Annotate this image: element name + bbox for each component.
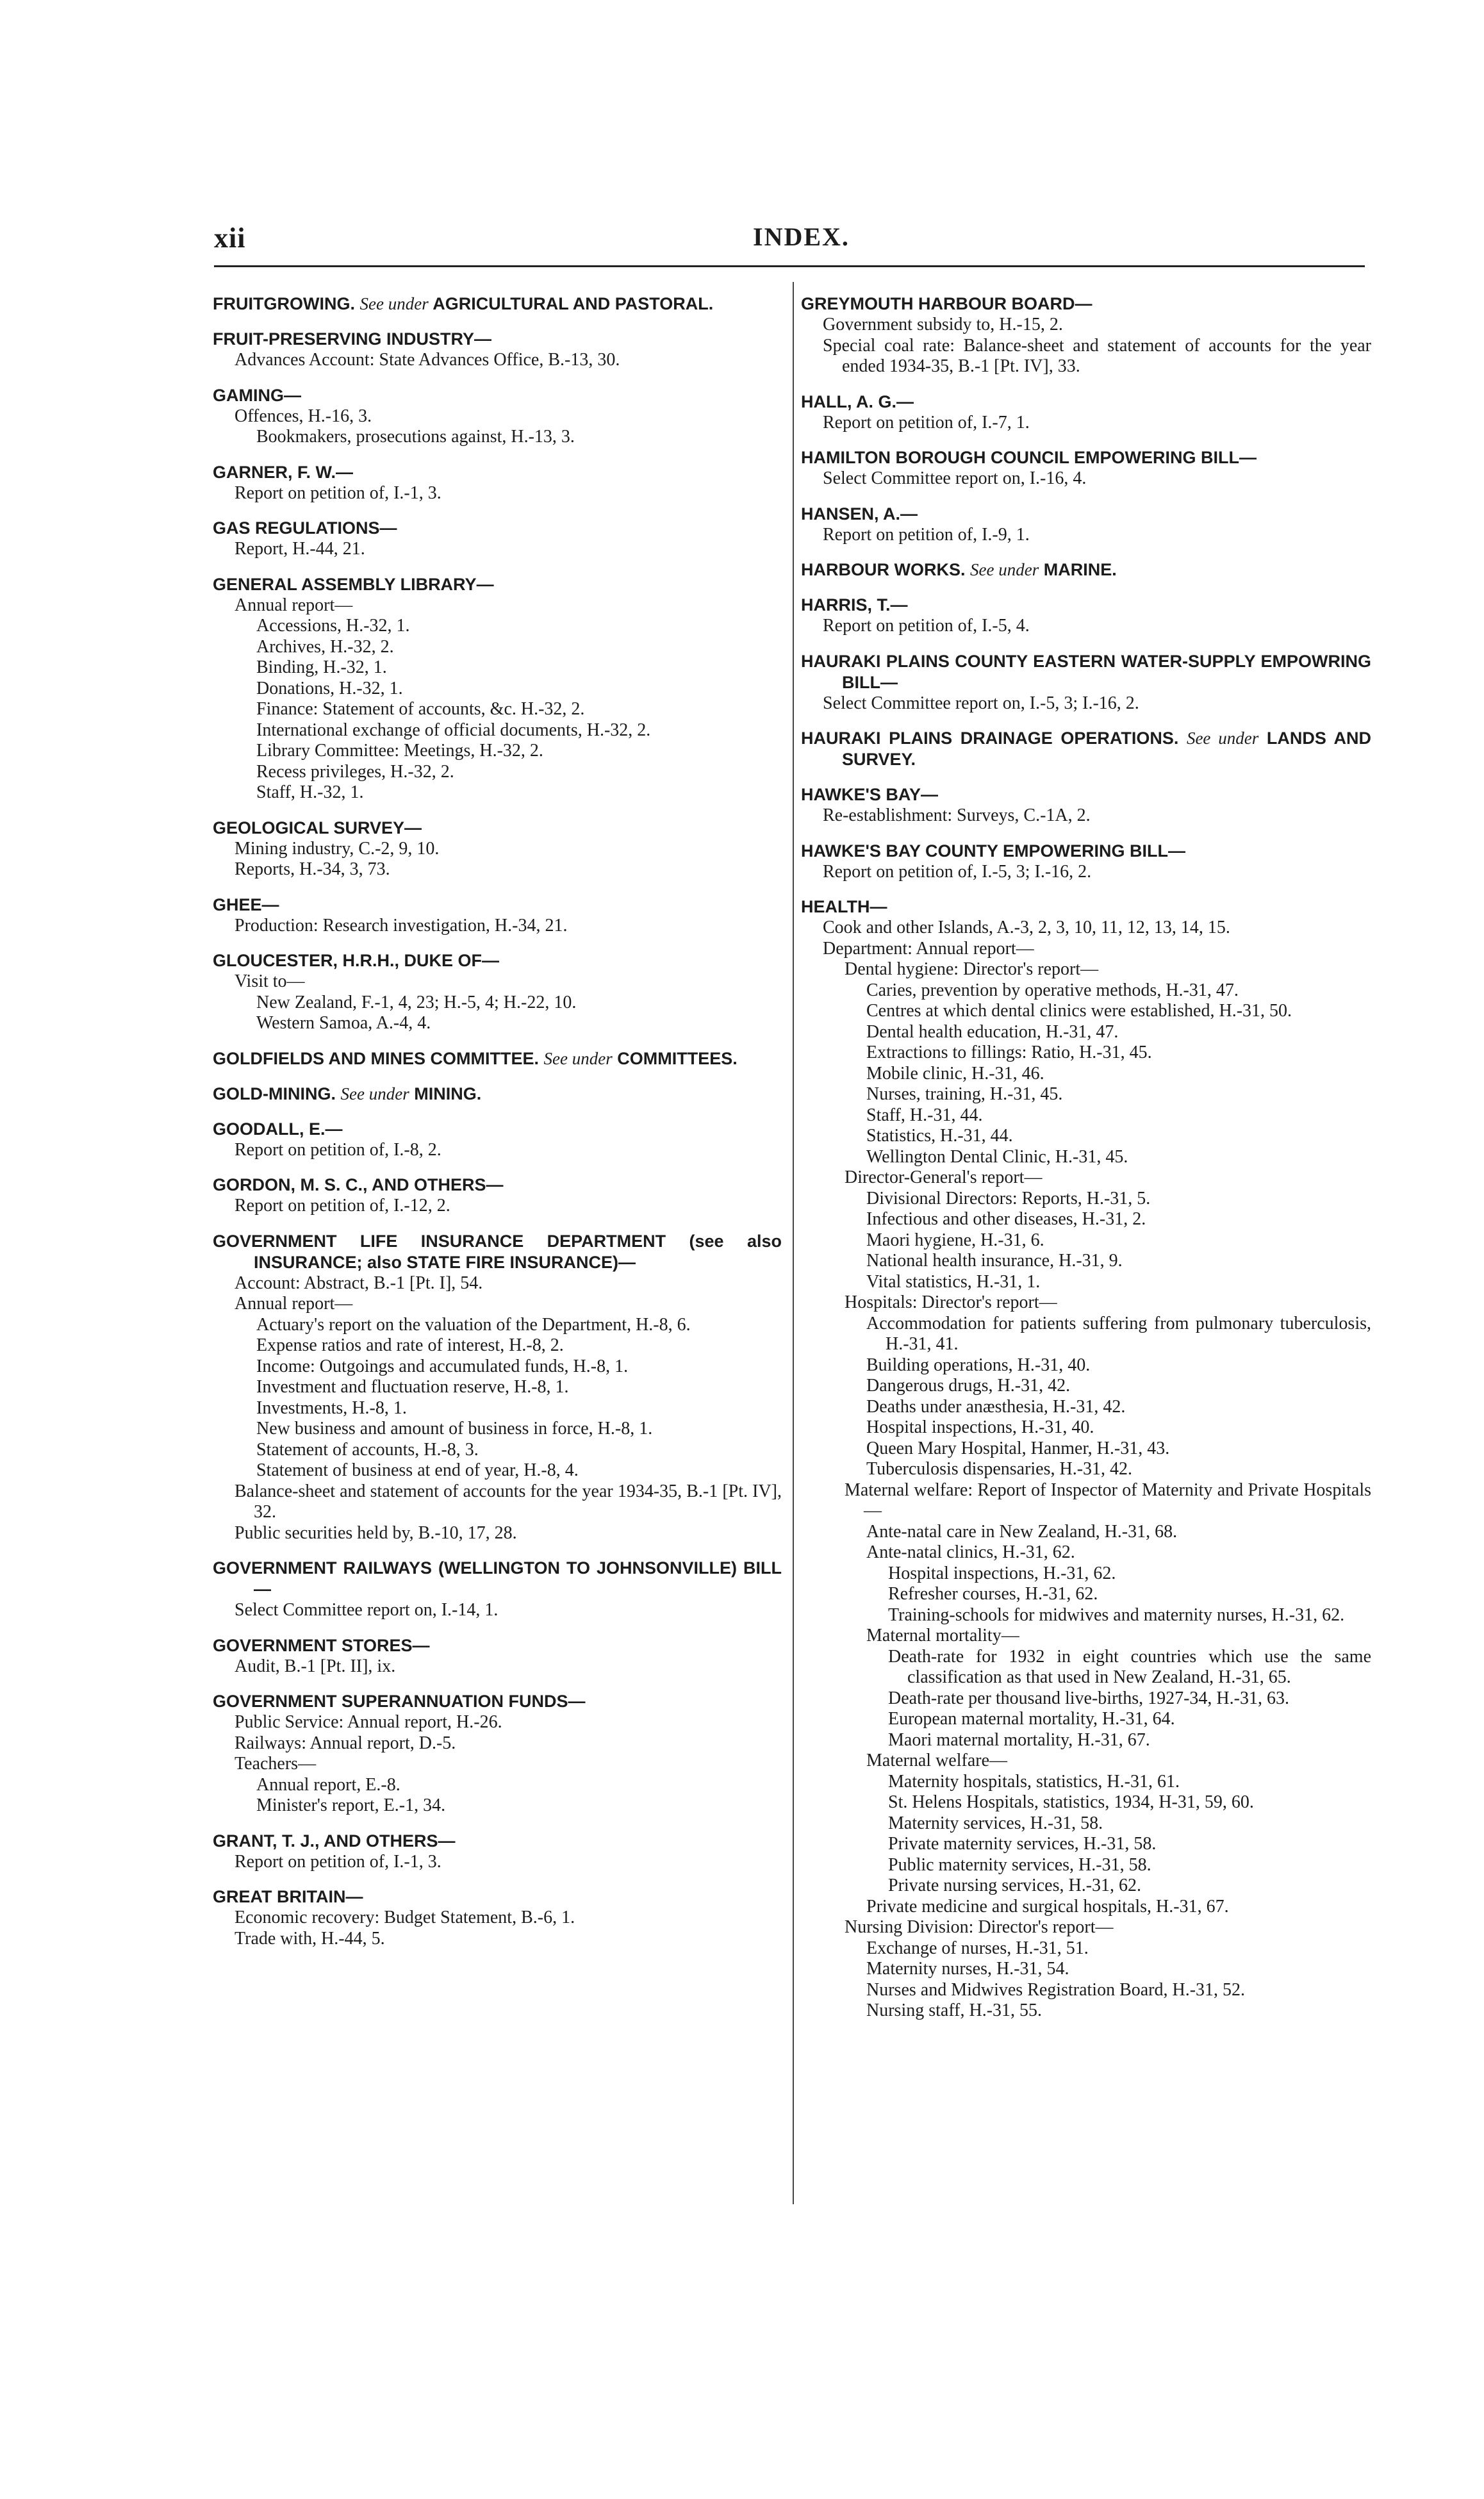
index-entry bbox=[213, 1084, 782, 1105]
index-subentry: Actuary's report on the valuation of the Department, H.-8, 6. bbox=[256, 1314, 691, 1335]
index-entry bbox=[801, 784, 1371, 827]
heading-text: GOVERNMENT SUPERANNUATION FUNDS— bbox=[213, 1692, 586, 1711]
entry-heading bbox=[213, 1119, 782, 1140]
index-subentry: Ante-natal clinics, H.-31, 62. bbox=[866, 1542, 1075, 1562]
entry-heading bbox=[213, 1048, 782, 1069]
heading-text: HAWKE'S BAY— bbox=[801, 785, 938, 804]
index-subentry: Statement of business at end of year, H.-8, 4. bbox=[256, 1460, 579, 1480]
index-entry bbox=[213, 462, 782, 504]
index-subentry: Deaths under anæsthesia, H.-31, 42. bbox=[866, 1396, 1126, 1417]
heading-text: HAMILTON BOROUGH COUNCIL EMPOWERING BILL— bbox=[801, 448, 1257, 467]
index-subentry: Reports, H.-34, 3, 73. bbox=[235, 859, 390, 879]
index-subentry: Centres at which dental clinics were established, H.-31, 50. bbox=[866, 1001, 1292, 1021]
index-subentry: Ante-natal care in New Zealand, H.-31, 68. bbox=[866, 1521, 1178, 1542]
see-target: LANDS AND SURVEY. bbox=[842, 729, 1371, 769]
heading-text: GARNER, F. W.— bbox=[213, 462, 354, 482]
index-subentry: Refresher courses, H.-31, 62. bbox=[888, 1584, 1098, 1604]
entry-heading bbox=[801, 504, 1371, 525]
see-target: MINING. bbox=[414, 1084, 482, 1103]
heading-text: HARRIS, T.— bbox=[801, 595, 908, 614]
index-subentry: Teachers— bbox=[235, 1754, 317, 1774]
index-subentry: Staff, H.-32, 1. bbox=[256, 782, 364, 802]
index-column-left bbox=[213, 293, 782, 1963]
index-entry bbox=[213, 329, 782, 371]
index-subentry: Select Committee report on, I.-16, 4. bbox=[823, 468, 1087, 488]
index-subentry: Divisional Directors: Reports, H.-31, 5. bbox=[866, 1188, 1151, 1208]
entry-heading bbox=[801, 595, 1371, 616]
heading-text: GENERAL ASSEMBLY LIBRARY— bbox=[213, 574, 494, 594]
index-subentry: Caries, prevention by operative methods, H.-31, 47. bbox=[866, 980, 1239, 1000]
index-subentry: Re-establishment: Surveys, C.-1A, 2. bbox=[823, 805, 1091, 825]
heading-text: HARBOUR WORKS. bbox=[801, 560, 966, 579]
index-subentry: Death-rate for 1932 in eight countries which use the same classification as that used in New Zealand, H.-31, 65. bbox=[888, 1646, 1371, 1687]
index-subentry: Investment and fluctuation reserve, H.-8, 1. bbox=[256, 1377, 569, 1397]
index-subentry: Training-schools for midwives and maternity nurses, H.-31, 62. bbox=[888, 1604, 1345, 1625]
index-subentry: Public maternity services, H.-31, 58. bbox=[888, 1854, 1151, 1875]
see-target: MARINE. bbox=[1043, 560, 1117, 579]
index-subentry: Annual report— bbox=[235, 1294, 353, 1314]
index-entry bbox=[801, 595, 1371, 637]
page-title: INDEX. bbox=[753, 222, 850, 251]
index-entry bbox=[213, 385, 782, 448]
page-number: xii bbox=[214, 222, 246, 254]
entry-heading bbox=[213, 1635, 782, 1656]
entry-heading bbox=[801, 392, 1371, 413]
index-subentry: Special coal rate: Balance-sheet and statement of accounts for the year ended 1934-35, B.-1 [Pt. IV], 33. bbox=[823, 335, 1371, 376]
index-subentry: International exchange of official documents, H.-32, 2. bbox=[256, 720, 651, 740]
index-subentry: Account: Abstract, B.-1 [Pt. I], 54. bbox=[235, 1273, 483, 1293]
heading-text: HALL, A. G.— bbox=[801, 392, 914, 411]
index-subentry: Maternity hospitals, statistics, H.-31, 61. bbox=[888, 1771, 1180, 1792]
heading-text: GORDON, M. S. C., AND OTHERS— bbox=[213, 1175, 504, 1194]
index-subentry: Public Service: Annual report, H.-26. bbox=[235, 1712, 502, 1732]
index-subentry: New Zealand, F.-1, 4, 23; H.-5, 4; H.-22, 10. bbox=[256, 992, 577, 1012]
index-entry bbox=[213, 818, 782, 880]
index-subentry: Hospitals: Director's report— bbox=[845, 1292, 1057, 1312]
index-subentry: Report on petition of, I.-1, 3. bbox=[235, 482, 441, 503]
see-target: COMMITTEES. bbox=[617, 1048, 738, 1068]
index-subentry: Maternal welfare— bbox=[866, 1751, 1007, 1770]
index-subentry: Annual report, E.-8. bbox=[256, 1774, 400, 1795]
heading-text: GREAT BRITAIN— bbox=[213, 1887, 363, 1906]
index-subentry: Hospital inspections, H.-31, 62. bbox=[888, 1563, 1116, 1583]
index-subentry: Archives, H.-32, 2. bbox=[256, 636, 394, 657]
heading-text: GREYMOUTH HARBOUR BOARD— bbox=[801, 294, 1092, 313]
index-entry bbox=[213, 1831, 782, 1873]
index-entry bbox=[213, 574, 782, 804]
index-subentry: Recess privileges, H.-32, 2. bbox=[256, 761, 454, 782]
index-subentry: Bookmakers, prosecutions against, H.-13, 3. bbox=[256, 427, 575, 447]
index-entry bbox=[213, 1691, 782, 1817]
entry-heading bbox=[213, 818, 782, 839]
index-entry bbox=[213, 518, 782, 560]
entry-heading bbox=[213, 518, 782, 539]
index-subentry: Dental hygiene: Director's report— bbox=[845, 959, 1099, 979]
index-subentry: Statement of accounts, H.-8, 3. bbox=[256, 1439, 479, 1460]
index-subentry: Tuberculosis dispensaries, H.-31, 42. bbox=[866, 1459, 1133, 1479]
index-subentry: Private medicine and surgical hospitals, H.-31, 67. bbox=[866, 1896, 1229, 1917]
index-subentry: Building operations, H.-31, 40. bbox=[866, 1355, 1091, 1375]
index-subentry: Trade with, H.-44, 5. bbox=[235, 1928, 385, 1949]
index-subentry: Director-General's report— bbox=[845, 1167, 1043, 1187]
header-rule bbox=[214, 265, 1365, 267]
index-subentry: Western Samoa, A.-4, 4. bbox=[256, 1013, 431, 1033]
index-entry bbox=[801, 841, 1371, 883]
index-subentry: Public securities held by, B.-10, 17, 28. bbox=[235, 1522, 517, 1543]
index-subentry: Maternity nurses, H.-31, 54. bbox=[866, 1959, 1069, 1979]
heading-text: GRANT, T. J., AND OTHERS— bbox=[213, 1831, 456, 1851]
index-entry bbox=[213, 1886, 782, 1949]
index-entry bbox=[213, 895, 782, 937]
index-subentry: Balance-sheet and statement of accounts for the year 1934-35, B.-1 [Pt. IV], 32. bbox=[235, 1481, 782, 1522]
heading-text: GAMING— bbox=[213, 385, 301, 405]
index-subentry: Offences, H.-16, 3. bbox=[235, 406, 372, 426]
entry-heading bbox=[801, 293, 1371, 315]
heading-text: GOVERNMENT STORES— bbox=[213, 1635, 430, 1655]
index-subentry: Audit, B.-1 [Pt. II], ix. bbox=[235, 1656, 396, 1676]
index-subentry: Report on petition of, I.-8, 2. bbox=[235, 1139, 441, 1160]
index-subentry: Railways: Annual report, D.-5. bbox=[235, 1733, 456, 1753]
index-subentry: Wellington Dental Clinic, H.-31, 45. bbox=[866, 1146, 1128, 1167]
entry-heading bbox=[801, 841, 1371, 862]
index-entry bbox=[213, 293, 782, 315]
index-subentry: Visit to— bbox=[235, 971, 305, 991]
index-subentry: Exchange of nurses, H.-31, 51. bbox=[866, 1938, 1089, 1958]
index-subentry: Nurses and Midwives Registration Board, H.-31, 52. bbox=[866, 1979, 1246, 2000]
index-subentry: Mobile clinic, H.-31, 46. bbox=[866, 1063, 1044, 1084]
entry-heading bbox=[213, 1231, 782, 1273]
entry-heading bbox=[213, 1886, 782, 1908]
index-subentry: Report on petition of, I.-1, 3. bbox=[235, 1851, 441, 1872]
index-subentry: Report on petition of, I.-5, 4. bbox=[823, 616, 1030, 636]
index-entry bbox=[801, 504, 1371, 546]
index-subentry: Minister's report, E.-1, 34. bbox=[256, 1795, 446, 1815]
index-subentry: Staff, H.-31, 44. bbox=[866, 1105, 983, 1125]
index-subentry: Report, H.-44, 21. bbox=[235, 539, 365, 559]
index-entry bbox=[801, 447, 1371, 490]
heading-text: GHEE— bbox=[213, 895, 279, 914]
index-subentry: Income: Outgoings and accumulated funds, H.-8, 1. bbox=[256, 1356, 629, 1376]
index-entry bbox=[801, 651, 1371, 714]
index-subentry: Private maternity services, H.-31, 58. bbox=[888, 1834, 1157, 1854]
heading-text: GOLDFIELDS AND MINES COMMITTEE. bbox=[213, 1048, 539, 1068]
index-subentry: Investments, H.-8, 1. bbox=[256, 1398, 407, 1418]
index-subentry: Accessions, H.-32, 1. bbox=[256, 616, 410, 636]
index-entry bbox=[213, 1175, 782, 1217]
see-under-reference: See under bbox=[543, 1048, 613, 1068]
heading-text: GOVERNMENT LIFE INSURANCE DEPARTMENT (see also INSURANCE; also STATE FIRE INSURANCE)— bbox=[213, 1231, 782, 1272]
entry-heading bbox=[801, 896, 1371, 918]
heading-text: FRUITGROWING. bbox=[213, 294, 355, 313]
index-subentry: Government subsidy to, H.-15, 2. bbox=[823, 315, 1063, 334]
index-entry bbox=[213, 1558, 782, 1621]
index-subentry: Expense ratios and rate of interest, H.-8, 2. bbox=[256, 1335, 564, 1355]
heading-text: GOLD-MINING. bbox=[213, 1084, 336, 1103]
entry-heading bbox=[801, 559, 1371, 581]
heading-text: HANSEN, A.— bbox=[801, 504, 918, 524]
index-subentry: Department: Annual report— bbox=[823, 938, 1034, 959]
index-subentry: Mining industry, C.-2, 9, 10. bbox=[235, 838, 440, 859]
index-subentry: Extractions to fillings: Ratio, H.-31, 45. bbox=[866, 1043, 1152, 1062]
entry-heading bbox=[801, 728, 1371, 770]
heading-text: GEOLOGICAL SURVEY— bbox=[213, 818, 422, 837]
index-subentry: European maternal mortality, H.-31, 64. bbox=[888, 1709, 1175, 1729]
index-subentry: Maternal welfare: Report of Inspector of Maternity and Private Hospitals— bbox=[845, 1480, 1371, 1521]
index-subentry: Select Committee report on, I.-5, 3; I.-16, 2. bbox=[823, 693, 1139, 713]
index-subentry: Maori hygiene, H.-31, 6. bbox=[866, 1230, 1044, 1250]
index-subentry: Report on petition of, I.-7, 1. bbox=[823, 412, 1030, 433]
index-subentry: Nursing Division: Director's report— bbox=[845, 1917, 1114, 1937]
index-subentry: Dental health education, H.-31, 47. bbox=[866, 1021, 1119, 1042]
index-subentry: Queen Mary Hospital, Hanmer, H.-31, 43. bbox=[866, 1438, 1170, 1458]
heading-text: GAS REGULATIONS— bbox=[213, 518, 397, 538]
index-subentry: Binding, H.-32, 1. bbox=[256, 657, 387, 677]
index-subentry: National health insurance, H.-31, 9. bbox=[866, 1251, 1123, 1271]
index-entry bbox=[213, 1635, 782, 1678]
index-entry bbox=[801, 392, 1371, 434]
index-subentry: Library Committee: Meetings, H.-32, 2. bbox=[256, 741, 543, 761]
index-subentry: Hospital inspections, H.-31, 40. bbox=[866, 1417, 1094, 1437]
index-subentry: Nurses, training, H.-31, 45. bbox=[866, 1084, 1063, 1104]
entry-heading bbox=[801, 447, 1371, 468]
index-subentry: Advances Account: State Advances Office, B.-13, 30. bbox=[235, 350, 620, 370]
index-subentry: Infectious and other diseases, H.-31, 2. bbox=[866, 1209, 1146, 1229]
index-entry bbox=[801, 728, 1371, 770]
see-under-reference: See under bbox=[1186, 729, 1259, 748]
entry-heading bbox=[213, 1558, 782, 1600]
column-divider bbox=[793, 282, 794, 2204]
index-subentry: Finance: Statement of accounts, &c. H.-32, 2. bbox=[256, 699, 585, 719]
heading-text: HEALTH— bbox=[801, 897, 887, 916]
index-subentry: Dangerous drugs, H.-31, 42. bbox=[866, 1376, 1071, 1396]
index-subentry: Accommodation for patients suffering from pulmonary tuberculosis, H.-31, 41. bbox=[866, 1313, 1371, 1354]
heading-text: HAURAKI PLAINS COUNTY EASTERN WATER-SUPPLY EMPOWRING BILL— bbox=[801, 651, 1371, 692]
entry-heading bbox=[213, 462, 782, 483]
index-subentry: Maori maternal mortality, H.-31, 67. bbox=[888, 1729, 1150, 1750]
index-entry bbox=[213, 1231, 782, 1544]
index-subentry: Annual report— bbox=[235, 595, 353, 615]
index-entry bbox=[801, 293, 1371, 377]
entry-heading bbox=[213, 950, 782, 971]
index-subentry: Vital statistics, H.-31, 1. bbox=[866, 1271, 1041, 1292]
index-subentry: Report on petition of, I.-5, 3; I.-16, 2. bbox=[823, 861, 1092, 882]
heading-text: GLOUCESTER, H.R.H., DUKE OF— bbox=[213, 951, 500, 970]
index-subentry: Nursing staff, H.-31, 55. bbox=[866, 2000, 1043, 2020]
entry-heading bbox=[213, 574, 782, 595]
index-entry bbox=[801, 896, 1371, 2022]
index-subentry: Select Committee report on, I.-14, 1. bbox=[235, 1600, 499, 1620]
entry-heading bbox=[213, 1175, 782, 1196]
index-subentry: Private nursing services, H.-31, 62. bbox=[888, 1876, 1142, 1895]
entry-heading bbox=[213, 385, 782, 406]
see-under-reference: See under bbox=[340, 1084, 409, 1103]
index-subentry: St. Helens Hospitals, statistics, 1934, H-31, 59, 60. bbox=[888, 1792, 1254, 1812]
index-subentry: Report on petition of, I.-12, 2. bbox=[235, 1196, 450, 1216]
index-subentry: Cook and other Islands, A.-3, 2, 3, 10, 11, 12, 13, 14, 15. bbox=[823, 918, 1230, 937]
index-column-right bbox=[801, 293, 1371, 2036]
heading-text: HAWKE'S BAY COUNTY EMPOWERING BILL— bbox=[801, 841, 1185, 861]
see-under-reference: See under bbox=[970, 560, 1039, 579]
heading-text: FRUIT-PRESERVING INDUSTRY— bbox=[213, 329, 492, 349]
index-subentry: New business and amount of business in force, H.-8, 1. bbox=[256, 1419, 653, 1439]
entry-heading bbox=[213, 293, 782, 315]
entry-heading bbox=[213, 1691, 782, 1712]
index-subentry: Economic recovery: Budget Statement, B.-6, 1. bbox=[235, 1908, 575, 1927]
index-entry bbox=[213, 950, 782, 1034]
heading-text: HAURAKI PLAINS DRAINAGE OPERATIONS. bbox=[801, 729, 1179, 748]
index-entry bbox=[213, 1048, 782, 1069]
see-under-reference: See under bbox=[359, 294, 429, 313]
index-subentry: Report on petition of, I.-9, 1. bbox=[823, 524, 1030, 545]
index-subentry: Donations, H.-32, 1. bbox=[256, 678, 403, 698]
entry-heading bbox=[213, 329, 782, 350]
index-entry bbox=[213, 1119, 782, 1161]
see-target: AGRICULTURAL AND PASTORAL. bbox=[433, 294, 714, 313]
heading-text: GOVERNMENT RAILWAYS (WELLINGTON TO JOHNSONVILLE) BILL— bbox=[213, 1558, 782, 1599]
entry-heading bbox=[213, 895, 782, 916]
index-entry bbox=[801, 559, 1371, 581]
entry-heading bbox=[213, 1084, 782, 1105]
entry-heading bbox=[801, 784, 1371, 805]
index-subentry: Maternal mortality— bbox=[866, 1626, 1019, 1645]
entry-heading bbox=[213, 1831, 782, 1852]
index-subentry: Death-rate per thousand live-births, 1927-34, H.-31, 63. bbox=[888, 1688, 1289, 1708]
heading-text: GOODALL, E.— bbox=[213, 1119, 343, 1139]
index-subentry: Statistics, H.-31, 44. bbox=[866, 1126, 1013, 1146]
index-subentry: Production: Research investigation, H.-34, 21. bbox=[235, 915, 568, 936]
index-subentry: Maternity services, H.-31, 58. bbox=[888, 1813, 1103, 1833]
entry-heading bbox=[801, 651, 1371, 693]
